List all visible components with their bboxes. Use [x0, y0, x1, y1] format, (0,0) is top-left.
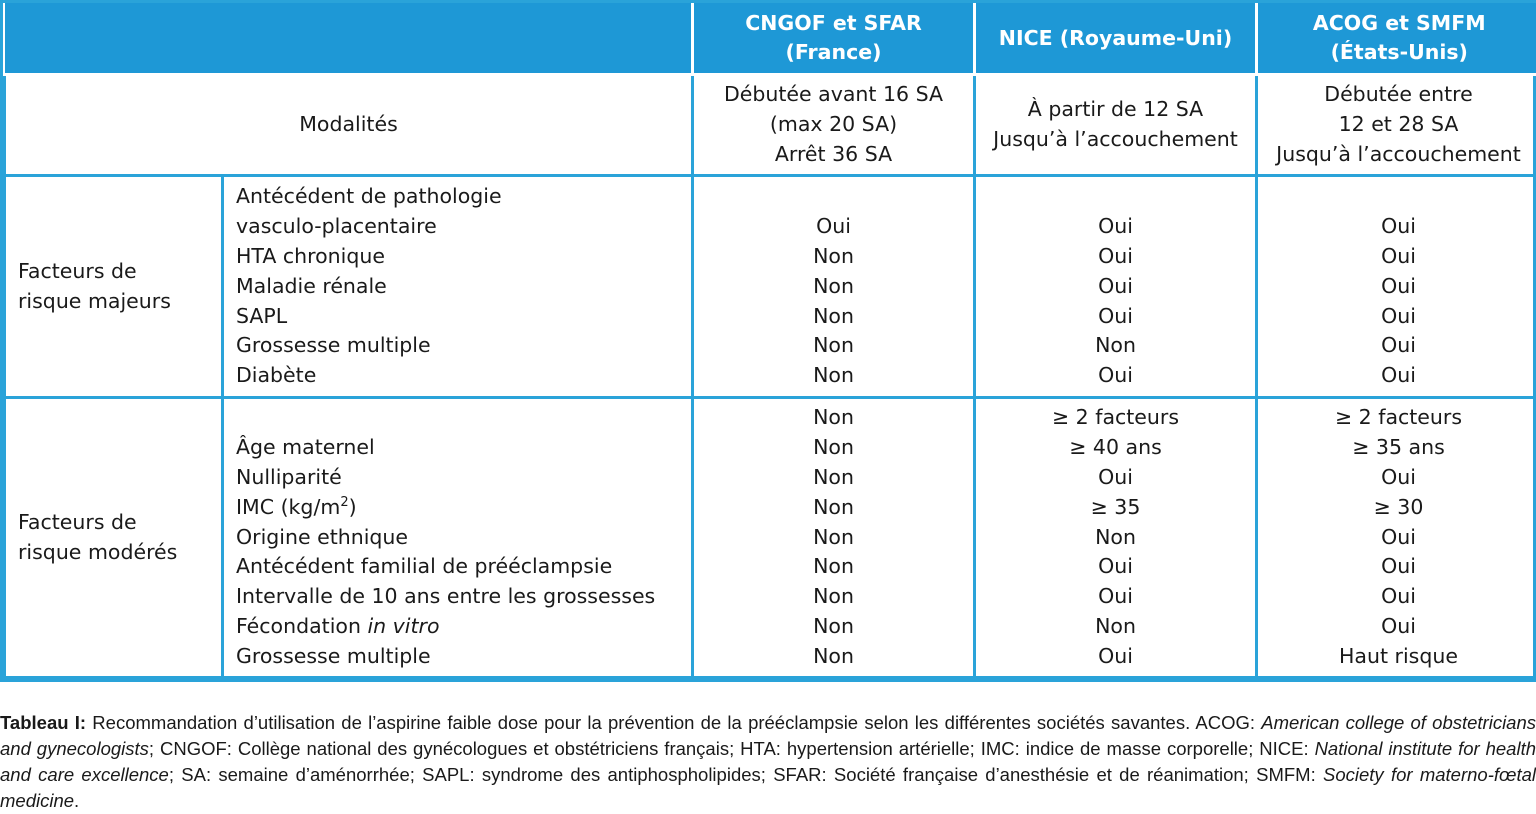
list-item: SAPL: [236, 302, 691, 332]
moderate-factors-list: [223, 398, 693, 678]
major-acog: Oui Oui Oui Oui Oui Oui: [1257, 176, 1536, 398]
major-factors-label: Facteurs de risque majeurs: [5, 176, 223, 398]
header-empty: [5, 3, 693, 75]
table-caption: Tableau I: Recommandation d’utilisation de l’aspirine faible dose pour la prévention de la prééclampsie selon les différentes sociétés savantes. ACOG: American college of obstetricians and gynecologists; CNGOF: Collège national des gynécologues et obstétriciens français; HTA: hypertension artérielle; IMC: indice de masse corporelle; NICE: National institute for health and care excellence; SA: semaine d’aménorrhée; SAPL: syndrome des antiphospholipides; SFAR: Société française d’anesthésie et de réanimation; SMFM: Society for materno-fœtal medicine.: [0, 710, 1536, 814]
list-item: Grossesse multiple: [236, 331, 691, 361]
major-factors-list: [223, 176, 693, 398]
header-row: [5, 3, 1536, 75]
moderate-acog: ≥ 2 facteurs ≥ 35 ans Oui ≥ 30 Oui Oui Oui Oui Haut risque: [1257, 398, 1536, 678]
header-nice: NICE (Royaume-Uni): [975, 3, 1257, 75]
list-item: Antécédent familial de prééclampsie: [236, 552, 691, 582]
moderate-factors-row: [5, 398, 1536, 678]
header-acog: ACOG et SMFM (États-Unis): [1257, 3, 1536, 75]
list-item: Antécédent de pathologie: [236, 182, 691, 212]
list-item: Âge maternel: [236, 433, 691, 463]
list-item: Fécondation in vitro: [236, 612, 691, 642]
major-factors-row: [5, 176, 1536, 398]
moderate-nice: ≥ 2 facteurs ≥ 40 ans Oui ≥ 35 Non Oui Oui Non Oui: [975, 398, 1257, 678]
list-item: HTA chronique: [236, 242, 691, 272]
major-nice: Oui Oui Oui Oui Non Oui: [975, 176, 1257, 398]
moderate-cngof: Non Non Non Non Non Non Non Non Non: [693, 398, 975, 678]
header-cngof: CNGOF et SFAR (France): [693, 3, 975, 75]
modalites-row: [5, 75, 1536, 176]
table: [3, 3, 1536, 679]
moderate-factors-label: Facteurs de risque modérés: [5, 398, 223, 678]
list-item: Nulliparité: [236, 463, 691, 493]
list-item: Intervalle de 10 ans entre les grossesses: [236, 582, 691, 612]
list-item: Origine ethnique: [236, 523, 691, 553]
list-item: IMC $(kg/m^2)$: [236, 493, 691, 523]
modalites-label: Modalités: [5, 75, 693, 176]
modalites-acog: Débutée entre 12 et 28 SA Jusqu’à l’accouchement: [1257, 75, 1536, 176]
modalites-cngof: Débutée avant 16 SA (max 20 SA) Arrêt 36 SA: [693, 75, 975, 176]
list-item: Maladie rénale: [236, 272, 691, 302]
list-item: Grossesse multiple: [236, 642, 691, 672]
modalites-nice: À partir de 12 SA Jusqu’à l’accouchement: [975, 75, 1257, 176]
list-item: Diabète: [236, 361, 691, 391]
major-cngof: Oui Non Non Non Non Non: [693, 176, 975, 398]
list-item: vasculo-placentaire: [236, 212, 691, 242]
